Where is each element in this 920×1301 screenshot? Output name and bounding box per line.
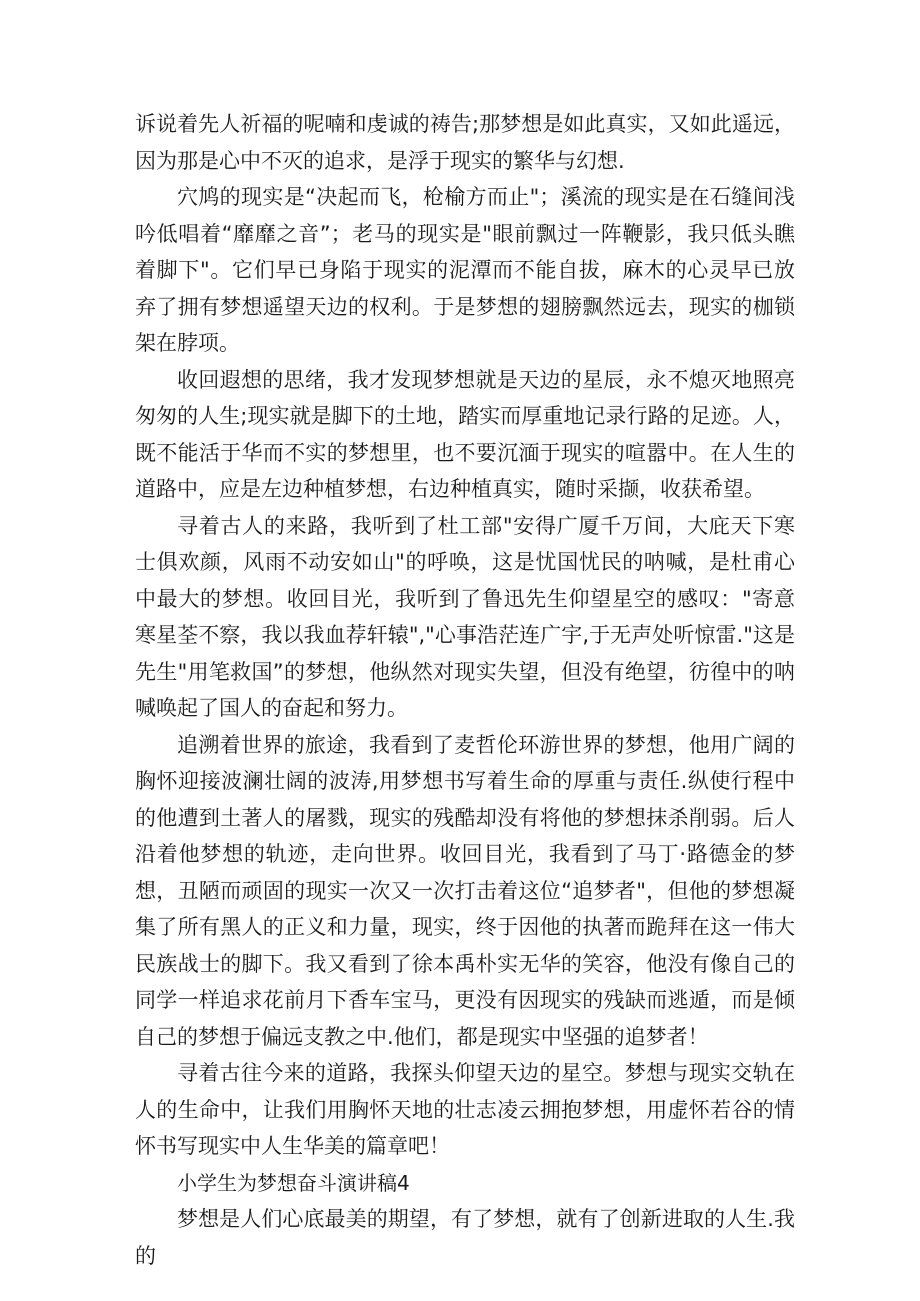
paragraph-reality-examples: 穴鸠的现实是“决起而飞，枪榆方而止"；溪流的现实是在石缝间浅吟低唱着“靡靡之音”；老马的现实是"眼前飘过一阵鞭影，我只低头瞧着脚下"。它们早已身陷于现实的泥潭而不能自拔，麻木的心灵早已放弃了拥有梦想遥望天边的权利。于是梦想的翅膀飘然远去，现实的枷锁架在脖项。	[135, 185, 795, 355]
paragraph-new-section-start: 梦想是人们心底最美的期望，有了梦想，就有了创新进取的人生.我的	[135, 1207, 795, 1268]
section-subtitle: 小学生为梦想奋斗演讲稿4	[177, 1170, 410, 1195]
paragraph-continuation: 诉说着先人祈福的呢喃和虔诚的祷告;那梦想是如此真实，又如此遥远，因为那是心中不灭的追求，是浮于现实的繁华与幻想.	[135, 112, 795, 173]
paragraph-conclusion: 寻着古往今来的道路，我探头仰望天边的星空。梦想与现实交轨在人的生命中，让我们用胸怀天地的壮志凌云拥抱梦想，用虚怀若谷的情怀书写现实中人生华美的篇章吧！	[135, 1061, 795, 1158]
paragraph-world-dreamers: 追溯着世界的旅途，我看到了麦哲伦环游世界的梦想，他用广阔的胸怀迎接波澜壮阔的波涛,用梦想书写着生命的厚重与责任.纵使行程中的他遭到土著人的屠戮，现实的残酷却没有将他的梦想抹杀削弱。后人沿着他梦想的轨迹，走向世界。收回目光，我看到了马丁·路德金的梦想，丑陋而顽固的现实一次又一次打击着这位“追梦者"，但他的梦想凝集了所有黑人的正义和力量，现实，终于因他的执著而跪拜在这一伟大民族战士的脚下。我又看到了徐本禹朴实无华的笑容，他没有像自己的同学一样追求花前月下香车宝马，更没有因现实的残缺而逃遁，而是倾自己的梦想于偏远支教之中.他们，都是现实中坚强的追梦者！	[135, 732, 795, 1049]
document-body	[135, 106, 795, 1274]
paragraph-ancient-dreamers: 寻着古人的来路，我听到了杜工部"安得广厦千万间，大庇天下寒士俱欢颜，风雨不动安如山"的呼唤，这是忧国忧民的呐喊，是杜甫心中最大的梦想。收回目光，我听到了鲁迅先生仰望星空的感叹："寄意寒星荃不察，我以我血荐轩辕","心事浩茫连广宇,于无声处听惊雷."这是先生"用笔救国”的梦想，他纵然对现实失望，但没有绝望，彷徨中的呐喊唤起了国人的奋起和努力。	[135, 513, 795, 720]
paragraph-dream-and-reality: 收回遐想的思绪，我才发现梦想就是天边的星辰，永不熄灭地照亮匆匆的人生;现实就是脚下的土地，踏实而厚重地记录行路的足迹。人，既不能活于华而不实的梦想里，也不要沉湎于现实的喧嚣中。在人生的道路中，应是左边种植梦想，右边种植真实，随时采撷，收获希望。	[135, 367, 795, 501]
